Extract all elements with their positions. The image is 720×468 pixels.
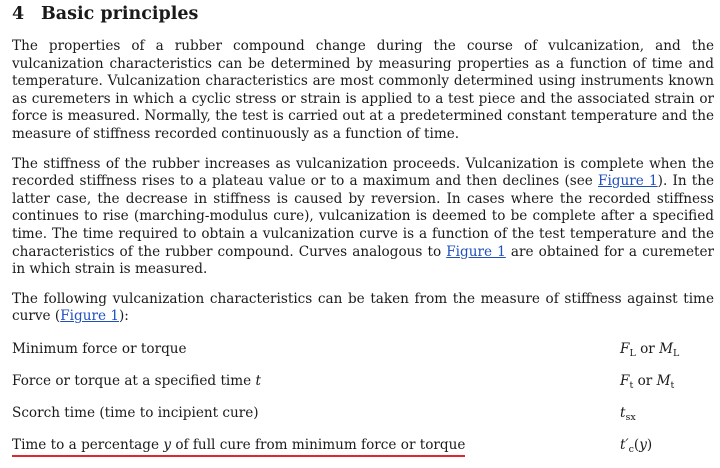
- definition-list: [12, 340, 714, 468]
- paragraph-stiffness: [12, 156, 714, 279]
- term-text: Force or torque at a specified time: [12, 372, 256, 389]
- symbol-var: y: [639, 436, 647, 453]
- symbol-subscript: L: [673, 347, 680, 359]
- symbol-var: M: [659, 340, 673, 357]
- definition-symbol: [620, 340, 679, 358]
- figure-1-link[interactable]: Figure 1: [446, 243, 506, 260]
- paragraph-text: ). In the latter case, the decrease in stiffness is caused by reversion. In cases where the recorded stiffness continues to rise (marching-modulus cure), vulcanization is deemed to be complete after a specified time. The time required to obtain a vulcanization curve is a function of the test temperature and the characteristics of the rubber compound. Curves analogous to: [12, 173, 715, 260]
- figure-1-link[interactable]: Figure 1: [598, 173, 658, 190]
- definition-term-underlined: [12, 436, 465, 457]
- paragraph-vulcanization-intro: The properties of a rubber compound change during the course of vulcanization, and the vulcanization characteristics can be determined by measuring properties as a function of time and temperature. Vulcanization characteristics are most commonly determined using instruments known as curemeters in which a cyclic stress or strain is applied to a test piece and the associated strain or force is measured. Normally, the test is carried out at a predetermined constant temperature and the measure of stiffness recorded continuously as a function of time.: [12, 38, 714, 142]
- term-text: Time to a percentage: [12, 436, 164, 453]
- document-page: [12, 0, 714, 468]
- paragraph-text: The following vulcanization characteristics can be taken from the measure of stiffness against time curve (: [12, 290, 714, 325]
- symbol-paren: (: [633, 436, 640, 453]
- symbol-or: or: [635, 340, 660, 357]
- definition-term: Minimum force or torque: [12, 340, 187, 357]
- symbol-var: F: [620, 340, 630, 357]
- definition-row: [12, 340, 714, 372]
- definition-row: [12, 372, 714, 404]
- symbol-subscript: L: [629, 347, 636, 359]
- paragraph-text: ):: [118, 308, 129, 325]
- definition-symbol: [620, 436, 652, 454]
- definition-row: [12, 436, 714, 468]
- symbol-var: t′: [620, 436, 629, 453]
- definition-term: [12, 372, 261, 390]
- term-text: of full cure from minimum force or torque: [171, 436, 466, 453]
- section-heading: [12, 3, 714, 25]
- symbol-subscript: c: [628, 443, 634, 455]
- paragraph-text: are obtained for a curemeter in which strain is measured.: [12, 243, 714, 278]
- figure-1-link[interactable]: Figure 1: [60, 308, 119, 325]
- section-number: 4: [12, 4, 25, 24]
- paragraph-text: The stiffness of the rubber increases as vulcanization proceeds. Vulcanization is complete when the recorded stiffness rises to a plateau value or to a maximum and then declines (see: [12, 155, 714, 190]
- symbol-var: t: [620, 404, 626, 421]
- section-title: Basic principles: [41, 4, 199, 24]
- symbol-subscript: t: [629, 379, 634, 391]
- term-variable: t: [255, 372, 261, 389]
- definition-term: Scorch time (time to incipient cure): [12, 404, 259, 421]
- symbol-var: M: [656, 372, 671, 389]
- definition-symbol: [620, 404, 636, 422]
- symbol-subscript: t: [670, 379, 675, 391]
- definition-row: [12, 404, 714, 436]
- definition-symbol: [620, 372, 674, 390]
- symbol-subscript: sx: [625, 411, 636, 423]
- symbol-paren: ): [646, 436, 653, 453]
- symbol-var: F: [620, 372, 630, 389]
- paragraph-characteristics-intro: [12, 291, 714, 326]
- term-variable: y: [163, 436, 172, 453]
- symbol-or: or: [633, 372, 657, 389]
